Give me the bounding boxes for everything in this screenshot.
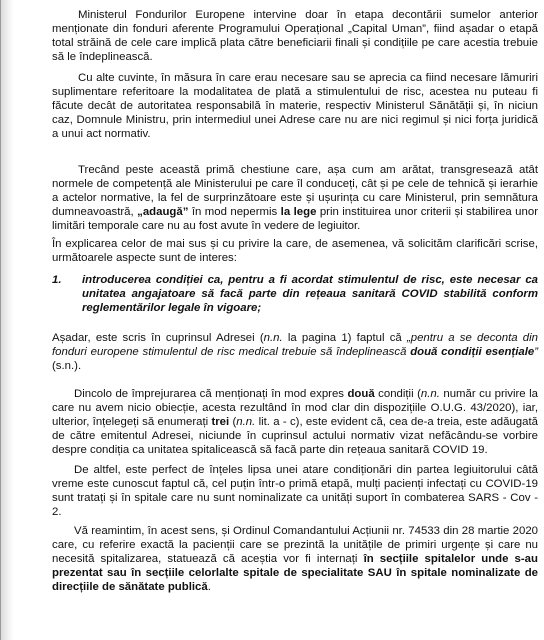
paragraph-6-italic-nn-1: n.n. bbox=[420, 388, 440, 400]
paragraph-5-quote: „pentru a se deconta din fonduri europene stimulentul de risc medical trebuie să îndeplinească bbox=[52, 332, 538, 359]
paragraph-3-text-3: prin instituirea unor criterii și stabilirea unor limitări temporale care nu au fost avute în vedere de legiuitor. bbox=[52, 206, 538, 233]
paragraph-6-text-5: lit. a - c), este evident că, cea de-a treia, este adăugată de către emitentul Adresei, niciunde în cuprinsul actului normativ vizat nefăcându-se vorbire despre condiția ca unitatea spitalicească să facă parte din rețeaua sanitară COVID 19. bbox=[52, 416, 538, 457]
paragraph-3-text-2: în mod nepermis bbox=[188, 206, 281, 219]
page-shadow bbox=[0, 0, 14, 640]
paragraph-5-text-1: Așadar, este scris în cuprinsul Adresei ( bbox=[52, 332, 264, 344]
paragraph-4: În explicarea celor de mai sus și cu privire la care, de asemenea, vă solicităm clarificări scrise, următoarele aspecte sunt de interes: bbox=[52, 238, 538, 265]
paragraph-2: Cu alte cuvinte, în măsura în care erau necesare sau se aprecia ca fiind necesare lămuriri suplimentare referitoare la modalitatea de plată a stimulentului de risc, acestea nu puteau fi făcute decât de autoritatea responsabilă în materie, respectiv Ministerul Sănătății și, în niciun caz, Domnule Ministru, prin intermediul unei Adrese care nu are nici regimul și nici forța juridică a unui act normativ. bbox=[52, 72, 538, 141]
paragraph-3-bold-adauga: „adaugă” bbox=[137, 206, 189, 219]
page-left-border bbox=[0, 0, 1, 640]
item-number: 1. bbox=[52, 274, 62, 286]
paragraph-5-bold-italic: două condiții esențiale bbox=[410, 346, 535, 359]
item-text: introducerea condiției ca, pentru a fi acordat stimulentul de risc, este necesar ca unitatea angajatoare să facă parte din rețeaua sanitară COVID stabilită conform reglementărilor legale în vigoare; bbox=[82, 274, 538, 315]
paragraph-7: De altfel, este perfect de înțeles lipsa unei atare condiționări din partea legiuitorului câtă vreme este cunoscut faptul că, cel puțin într-o primă etapă, mulți pacienți infectați cu COVID-19 sunt tratați și în spitale care nu sunt nominalizate ca unități suport în combaterea SARS - Cov - 2. bbox=[52, 464, 538, 519]
paragraph-8 bbox=[52, 524, 538, 594]
paragraph-5 bbox=[52, 331, 538, 373]
paragraph-5-text-2: la pagina 1) faptul că bbox=[282, 332, 407, 344]
paragraph-8-text-2: . bbox=[207, 581, 211, 594]
paragraph-1: Ministerul Fondurilor Europene intervine doar în etapa decontării sumelor anterior menționate din fonduri aferente Programului Operațional „Capital Uman”, fiind așadar o etapă total străină de cele care implică plata către beneficiarii finali și condițiile pe care acestia trebuie să le îndeplinească. bbox=[52, 9, 538, 64]
paragraph-3 bbox=[52, 163, 538, 233]
paragraph-5-quote-end: ” bbox=[534, 346, 538, 359]
paragraph-6-text-3: număr cu privire la care nu avem nicio obiecție, acesta rezultând în mod clar din dispozițiile O.U.G. 43/2020), iar, ulterior, înțelegeți să enumerați bbox=[52, 388, 538, 429]
paragraph-6 bbox=[52, 387, 538, 457]
paragraph-5-italic-nn: n.n. bbox=[263, 332, 283, 344]
paragraph-6-italic-nn-2: n.n. bbox=[236, 416, 256, 429]
paragraph-8-bold-emphasis: în secțiile spitalelor unde s-au prezentat sau în secțiile celorlalte spitale de specialitate SAU în spitale nominalizate de direcțiile de sănătate publică bbox=[52, 553, 538, 594]
paragraph-6-text-1: Dincolo de împrejurarea că menționați în mod expres bbox=[74, 388, 348, 400]
paragraph-6-bold-doua: două bbox=[347, 388, 375, 400]
paragraph-3-text-1: Trecând peste această primă chestiune care, așa cum am arătat, transgresează atât normele de competență ale Ministerului pe care îl conduceți, cât și pe cele de tehnică și ierarhie a actelor normative, la fel de surprinzătoare este și ușurința cu care Ministerul, prin semnătura dumneavoastră, bbox=[52, 164, 538, 219]
paragraph-5-text-3: (s.n.). bbox=[52, 360, 82, 373]
paragraph-6-text-2: condiții ( bbox=[374, 388, 421, 400]
paragraph-6-bold-trei: trei bbox=[211, 416, 230, 429]
paragraph-3-bold-la-lege: la lege bbox=[280, 206, 317, 219]
paragraph-6-text-4: ( bbox=[229, 416, 237, 429]
paragraph-8-text-1: Vă reamintim, în acest sens, și Ordinul Comandantului Acțiunii nr. 74533 din 28 martie 2020 care, cu referire exactă la pacienții care se prezintă la unitățile de primiri urgențe și care nu necesită spitalizarea, statuează că aceștia vor fi internați bbox=[52, 525, 538, 566]
